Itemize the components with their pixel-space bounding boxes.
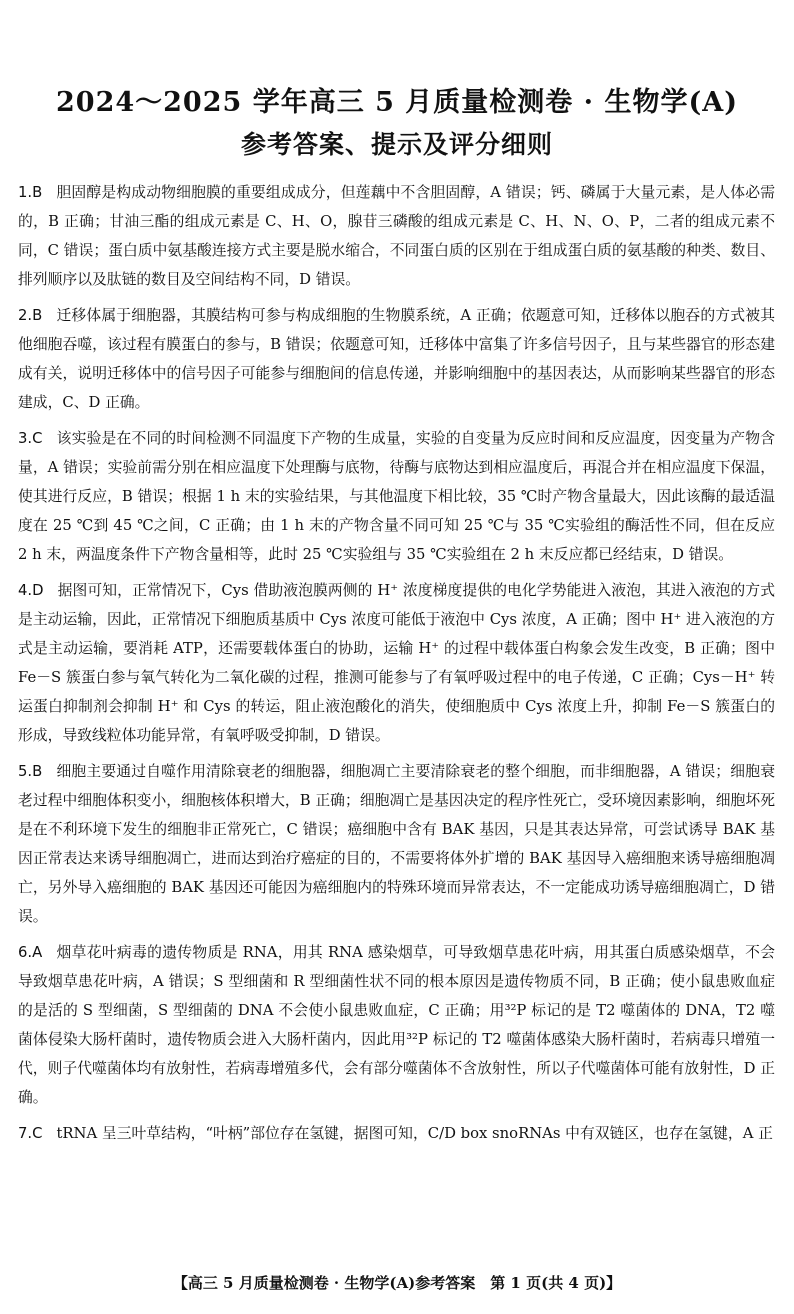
item-answer: B [32,307,43,324]
answer-item-7 [18,1119,775,1148]
item-answer: B [32,763,43,780]
item-answer: B [32,184,43,201]
item-explanation: 该实验是在不同的时间检测不同温度下产物的生成量，实验的自变量为反应时间和反应温度，因变量为产物含量，A 错误；实验前需分别在相应温度下处理酶与底物，待酶与底物达到相应温度后，再混合并在相应温度下保温，使其进行反应，B 错误；根据 1 h 末的实验结果，与其他温度下相比较，35 ℃时产物含量最大，因此该酶的最适温度在 25 ℃到 45 ℃之间，C 正确；由 1 h 末的产物含量不同可知 25 ℃与 35 ℃实验组的酶活性不同，但在反应 2 h 末，两温度条件下产物含量相等，此时 25 ℃实验组与 35 ℃实验组在 2 h 末反应都已经结束，D 错误。 [18,430,775,563]
item-explanation: 胆固醇是构成动物细胞膜的重要组成成分，但莲藕中不含胆固醇，A 错误；钙、磷属于大量元素，是人体必需的，B 正确；甘油三酯的组成元素是 C、H、O，腺苷三磷酸的组成元素是 C、H、N、O、P，二者的组成元素不同，C 错误；蛋白质中氨基酸连接方式主要是脱水缩合，不同蛋白质的区别在于组成蛋白质的氨基酸的种类、数目、排列顺序以及肽链的数目及空间结构不同，D 错误。 [18,184,775,288]
item-number: 5. [18,763,33,780]
item-explanation: 烟草花叶病毒的遗传物质是 RNA，用其 RNA 感染烟草，可导致烟草患花叶病，用其蛋白质感染烟草，不会导致烟草患花叶病，A 错误；S 型细菌和 R 型细菌性状不同的根本原因是遗传物质不同，B 正确；使小鼠患败血症的是活的 S 型细菌，S 型细菌的 DNA 不会使小鼠患败血症，C 正确；用³²P 标记的是 T2 噬菌体的 DNA，T2 噬菌体侵染大肠杆菌时，遗传物质会进入大肠杆菌内，因此用³²P 标记的 T2 噬菌体感染大肠杆菌时，若病毒只增殖一代，则子代噬菌体均有放射性，若病毒增殖多代，会有部分噬菌体不含放射性，所以子代噬菌体可能有放射性，D 正确。 [18,944,775,1106]
item-number: 3. [18,430,33,447]
answer-item-5 [18,757,775,931]
answer-item-6 [18,938,775,1112]
item-answer: C [32,430,43,447]
item-answer: A [32,944,43,961]
item-explanation: 据图可知，正常情况下，Cys 借助液泡膜两侧的 H⁺ 浓度梯度提供的电化学势能进入液泡，其进入液泡的方式是主动运输，因此，正常情况下细胞质基质中 Cys 浓度可能低于液泡中 Cys 浓度，A 正确；图中 H⁺ 进入液泡的方式是主动运输，要消耗 ATP，还需要载体蛋白的协助，运输 H⁺ 的过程中载体蛋白构象会发生改变，B 正确；图中 Fe－S 簇蛋白参与氧气转化为二氧化碳的过程，推测可能参与了有氧呼吸过程中的电子传递，C 正确；Cys－H⁺ 转运蛋白抑制剂会抑制 H⁺ 和 Cys 的转运，阻止液泡酸化的消失，使细胞质中 Cys 浓度上升，抑制 Fe－S 簇蛋白的形成，导致线粒体功能异常，有氧呼吸受抑制，D 错误。 [18,582,775,744]
item-answer: D [32,582,44,599]
item-number: 4. [18,582,33,599]
item-explanation: 迁移体属于细胞器，其膜结构可参与构成细胞的生物膜系统，A 正确；依题意可知，迁移体以胞吞的方式被其他细胞吞噬，该过程有膜蛋白的参与，B 错误；依题意可知，迁移体中富集了许多信号因子，且与某些器官的形态建成有关，说明迁移体中的信号因子可能参与细胞间的信息传递，并影响细胞中的基因表达，从而影响某些器官的形态建成，C、D 正确。 [18,307,775,411]
answer-item-2 [18,301,775,417]
item-number: 6. [18,944,33,961]
item-explanation: 细胞主要通过自噬作用清除衰老的细胞器，细胞凋亡主要清除衰老的整个细胞，而非细胞器，A 错误；细胞衰老过程中细胞体积变小，细胞核体积增大，B 正确；细胞凋亡是基因决定的程序性死亡，受环境因素影响，细胞坏死是在不利环境下发生的细胞非正常死亡，C 错误；癌细胞中含有 BAK 基因，只是其表达异常，可尝试诱导 BAK 基因正常表达来诱导细胞凋亡，进而达到治疗癌症的目的，不需要将体外扩增的 BAK 基因导入癌细胞来诱导癌细胞凋亡，另外导入癌细胞的 BAK 基因还可能因为癌细胞内的特殊环境而异常表达，不一定能成功诱导癌细胞凋亡，D 错误。 [18,763,775,925]
answer-item-1 [18,178,775,294]
answer-list [18,178,775,1155]
item-number: 2. [18,307,33,324]
item-number: 7. [18,1125,33,1142]
answer-item-3 [18,424,775,569]
item-answer: C [32,1125,43,1142]
page-subtitle: 参考答案、提示及评分细则 [240,130,553,159]
page-title: 2024～2025 学年高三 5 月质量检测卷 · 生物学(A) [56,87,738,118]
page-footer: 【高三 5 月质量检测卷 · 生物学(A)参考答案 第 1 页(共 4 页)】 [172,1274,622,1292]
item-number: 1. [18,184,33,201]
item-explanation: tRNA 呈三叶草结构，“叶柄”部位存在氢键，据图可知，C/D box snoRNAs 中有双链区，也存在氢键，A 正 [56,1125,773,1142]
answer-item-4 [18,576,775,750]
